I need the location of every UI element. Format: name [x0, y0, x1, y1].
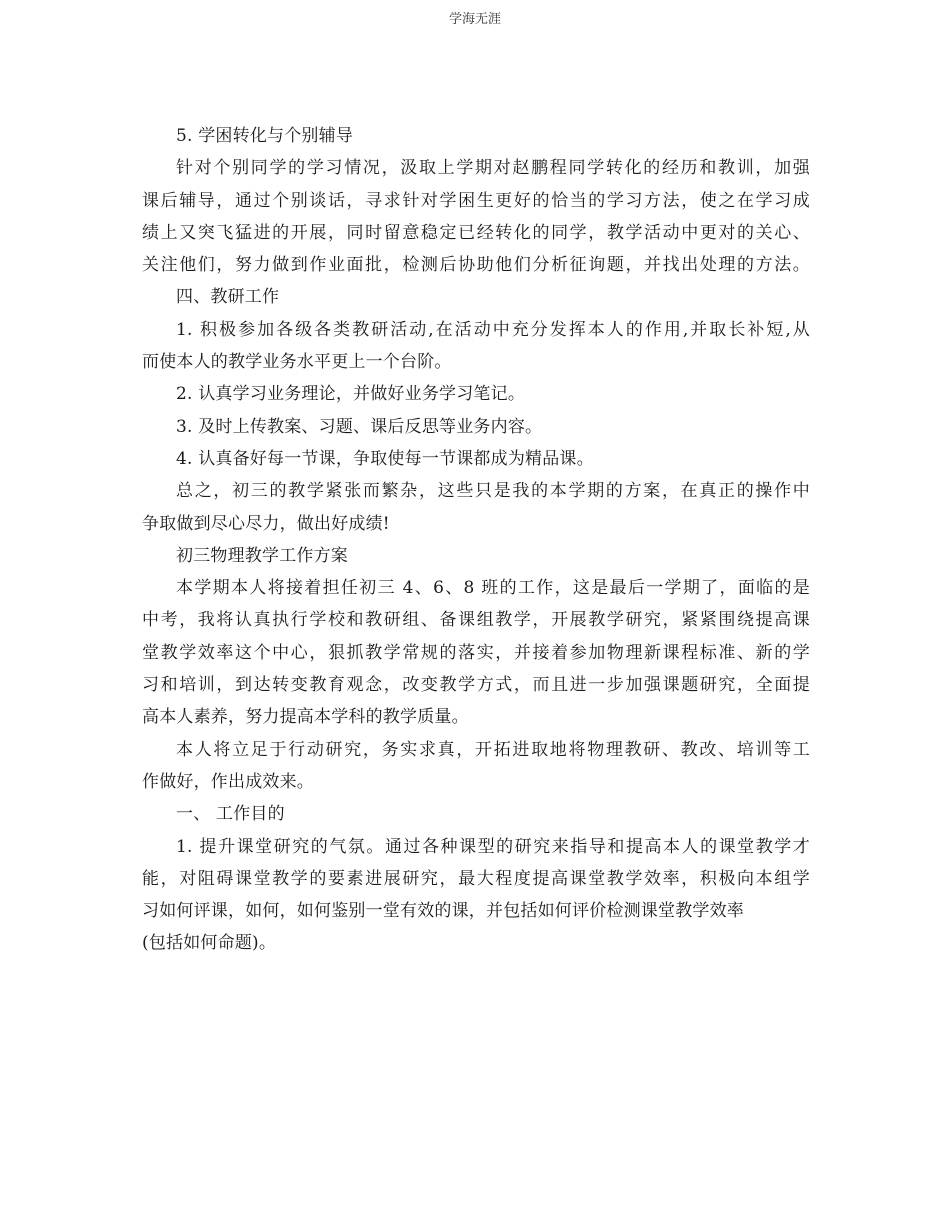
text-line: 习如何评课，如何，如何鉴别一堂有效的课，并包括如何评价检测课堂教学效率 [142, 901, 744, 922]
text-line: 四、教研工作 [176, 287, 280, 308]
text-line: (包括如何命题)。 [142, 933, 277, 954]
text-line: 课后辅导，通过个别谈话，寻求针对学困生更好的恰当的学习方法，使之在学习成 [142, 190, 810, 211]
text-line: 初三物理教学工作方案 [176, 545, 348, 566]
text-line: 总之，初三的教学紧张而繁杂，这些只是我的本学期的方案，在真正的操作中 [176, 481, 810, 502]
text-line: 堂教学效率这个中心，狠抓教学常规的落实，并接着参加物理新课程标准、新的学 [142, 642, 810, 663]
text-line: 中考，我将认真执行学校和教研组、备课组教学，开展教学研究，紧紧围绕提高课 [142, 610, 810, 631]
text-line: 3. 及时上传教案、习题、课后反思等业务内容。 [176, 416, 543, 437]
text-line: 高本人素养，努力提高本学科的教学质量。 [142, 707, 469, 728]
text-line: 习和培训，到达转变教育观念，改变教学方式，而且进一步加强课题研究，全面提 [142, 675, 810, 696]
text-line: 一、 工作目的 [176, 804, 285, 825]
document-body [142, 120, 810, 960]
text-line: 争取做到尽心尽力，做出好成绩! [142, 513, 390, 534]
text-line: 绩上又突飞猛进的开展，同时留意稳定已经转化的同学，教学活动中更对的关心、 [142, 222, 810, 243]
text-line: 4. 认真备好每一节课，争取使每一节课都成为精品课。 [176, 448, 594, 469]
text-line: 而使本人的教学业务水平更上一个台阶。 [142, 352, 452, 373]
text-line: 能，对阻碍课堂教学的要素进展研究，最大程度提高课堂教学效率，积极向本组学 [142, 868, 810, 889]
text-line: 本人将立足于行动研究，务实求真，开拓进取地将物理教研、教改、培训等工 [176, 739, 810, 760]
text-line: 5. 学困转化与个别辅导 [176, 126, 354, 146]
text-line: 作做好，作出成效来。 [142, 771, 314, 792]
text-line: 1. 积极参加各级各类教研活动,在活动中充分发挥本人的作用,并取长补短,从 [176, 319, 810, 340]
page-header: 学海无涯 [448, 12, 501, 27]
text-line: 2. 认真学习业务理论，并做好业务学习笔记。 [176, 384, 526, 405]
text-line: 本学期本人将接着担任初三 4、6、8 班的工作，这是最后一学期了，面临的是 [176, 578, 810, 599]
text-line: 1. 提升课堂研究的气氛。通过各种课型的研究来指导和提高本人的课堂教学才 [176, 836, 810, 857]
text-line: 针对个别同学的学习情况，汲取上学期对赵鹏程同学转化的经历和教训，加强 [176, 158, 810, 179]
text-line: 关注他们，努力做到作业面批，检测后协助他们分析征询题，并找出处理的方法。 [142, 255, 810, 276]
